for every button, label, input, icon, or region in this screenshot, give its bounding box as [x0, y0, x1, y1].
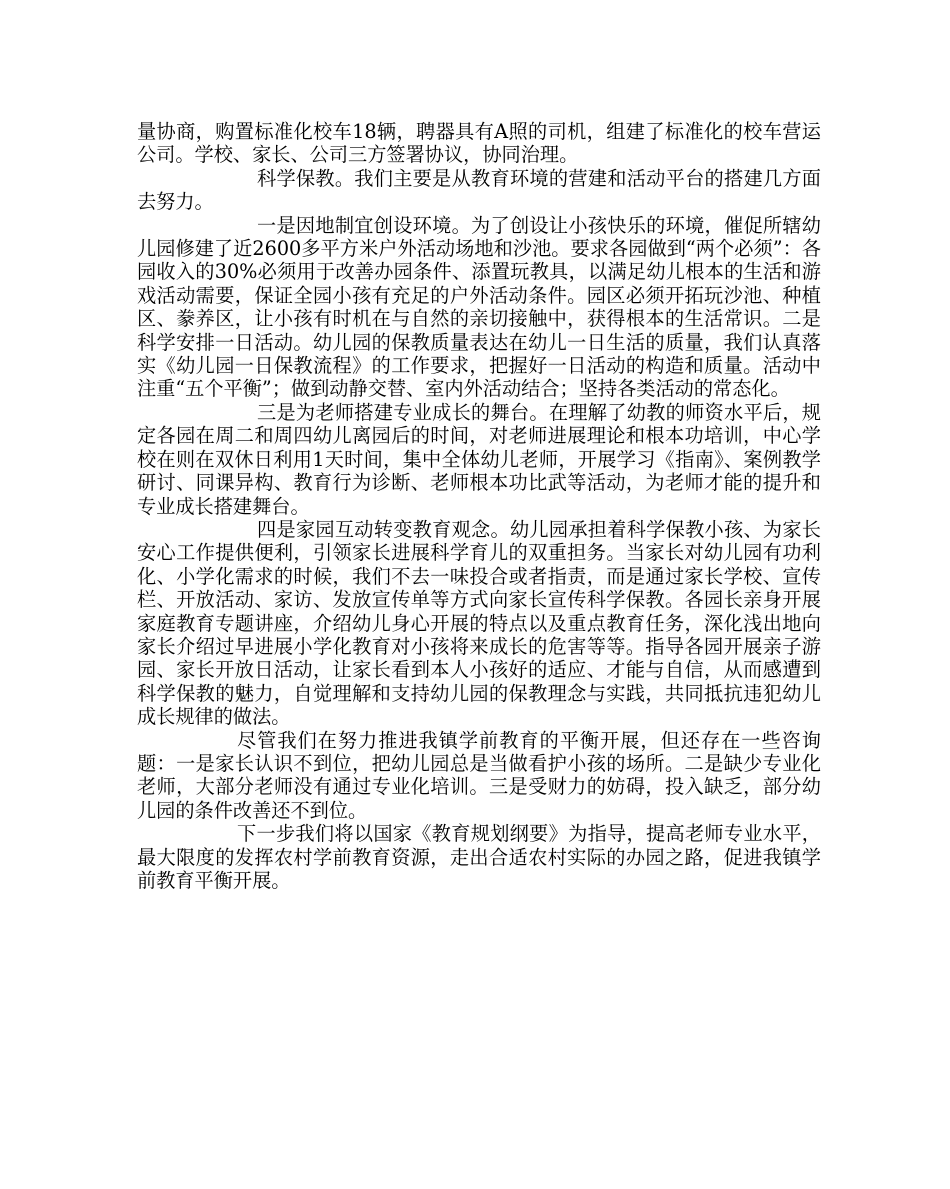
- paragraph-next-steps: 下一步我们将以国家《教育规划纲要》为指导，提高老师专业水平，最大限度的发挥农村学前教育资源，走出合适农村实际的办园之路，促进我镇学前教育平衡开展。: [137, 822, 821, 892]
- paragraph-school-bus: 量协商，购置标准化校车18辆，聘器具有A照的司机，组建了标准化的校车营运公司。学校、家长、公司三方签署协议，协同治理。: [137, 120, 821, 167]
- paragraph-home-school: 四是家园互动转变教育观念。幼儿园承担着科学保教小孩、为家长安心工作提供便利，引领家长进展科学育儿的双重担务。当家长对幼儿园有功利化、小学化需求的时候，我们不去一味投合或者指责，而是通过家长学校、宣传栏、开放活动、家访、发放宣传单等方式向家长宣传科学保教。各园长亲身开展家庭教育专题讲座，介绍幼儿身心开展的特点以及重点教育任务，深化浅出地向家长介绍过早进展小学化教育对小孩将来成长的危害等等。指导各园开展亲子游园、家长开放日活动，让家长看到本人小孩好的适应、才能与自信，从而感遭到科学保教的魅力，自觉理解和支持幼儿园的保教理念与实践，共同抵抗违犯幼儿成长规律的做法。: [137, 517, 821, 729]
- paragraph-problems: 尽管我们在努力推进我镇学前教育的平衡开展，但还存在一些咨询题：一是家长认识不到位，把幼儿园总是当做看护小孩的场所。二是缺少专业化老师，大部分老师没有通过专业化培训。三是受财力的妨碍，投入缺乏，部分幼儿园的条件改善还不到位。: [137, 728, 821, 822]
- document-page: [137, 120, 821, 892]
- paragraph-scientific-care: 科学保教。我们主要是从教育环境的营建和活动平台的搭建几方面去努力。: [137, 166, 821, 214]
- paragraph-teacher-growth: 三是为老师搭建专业成长的舞台。在理解了幼教的师资水平后，规定各园在周二和周四幼儿离园后的时间，对老师进展理论和根本功培训，中心学校在则在双休日利用1天时间，集中全体幼儿老师，开展学习《指南》、案例教学研讨、同课异构、教育行为诊断、老师根本功比武等活动，为老师才能的提升和专业成长搭建舞台。: [137, 400, 821, 518]
- paragraph-environment: 一是因地制宜创设环境。为了创设让小孩快乐的环境，催促所辖幼儿园修建了近2600多平方米户外活动场地和沙池。要求各园做到“两个必须”：各园收入的30%必须用于改善办园条件、添置玩教具，以满足幼儿根本的生活和游戏活动需要，保证全园小孩有充足的户外活动条件。园区必须开拓玩沙池、种植区、豢养区，让小孩有时机在与自然的亲切接触中，获得根本的生活常识。二是科学安排一日活动。幼儿园的保教质量表达在幼儿一日生活的质量，我们认真落实《幼儿园一日保教流程》的工作要求，把握好一日活动的构造和质量。活动中注重“五个平衡”；做到动静交替、室内外活动结合；坚持各类活动的常态化。: [137, 213, 821, 401]
